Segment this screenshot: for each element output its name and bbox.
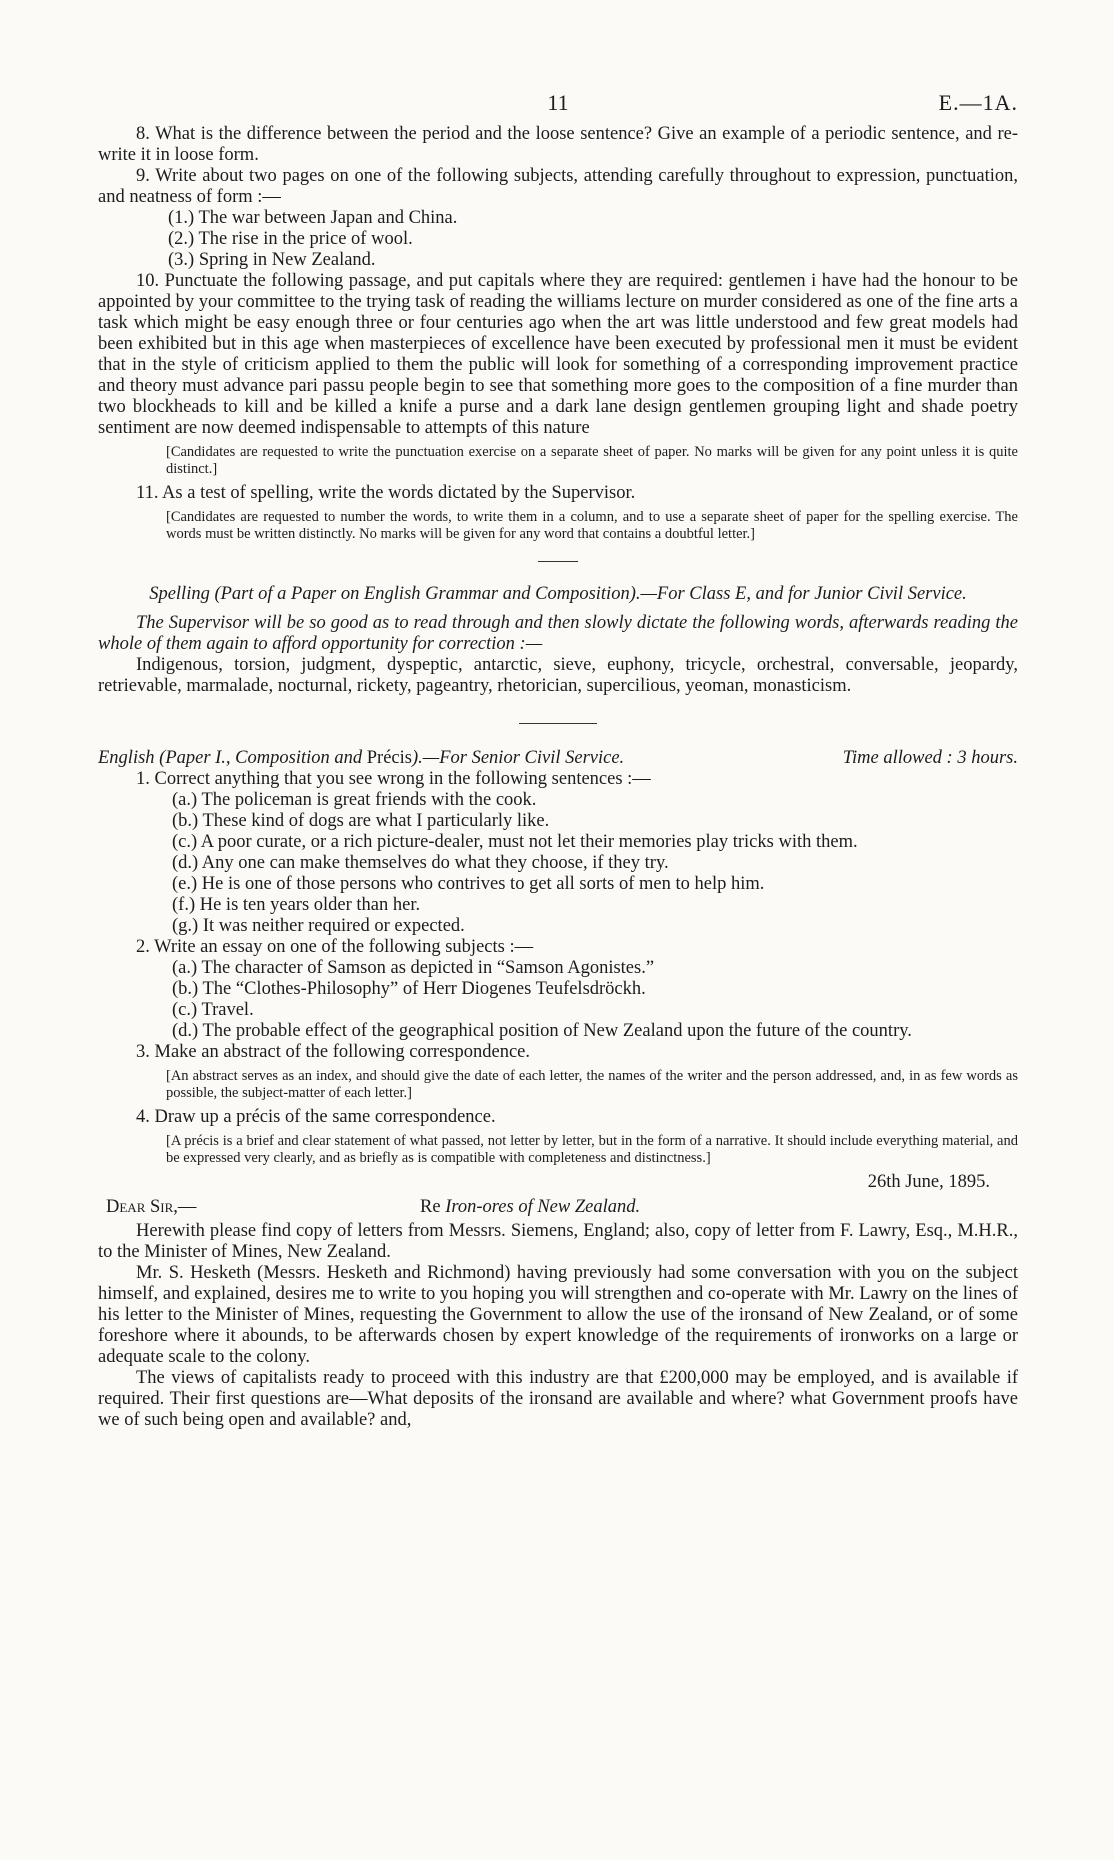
letter-paragraph-1: Herewith please find copy of letters from Messrs. Siemens, England; also, copy of letter from F. Lawry, Esq., M.H.R., to the Minister of Mines, New Zealand. [98,1221,1018,1262]
q1-item-b: (b.) These kind of dogs are what I particularly like. [172,811,550,831]
q9-subject-3: (3.) Spring in New Zealand. [168,250,376,270]
page-header [98,88,1018,124]
q1-item-d: (d.) Any one can make themselves do what they choose, if they try. [172,853,669,873]
q2-item-d: (d.) The probable effect of the geographical position of New Zealand upon the future of the country. [172,1021,912,1041]
section-divider-long [519,723,597,724]
english-q2: 2. Write an essay on one of the following subjects :— [136,937,534,957]
spelling-title: Spelling (Part of a Paper on English Grammar and Composition).—For Class E, and for Junior Civil Service. [149,584,967,604]
q9-subject-2: (2.) The rise in the price of wool. [168,229,413,249]
letter-heading [98,1197,1018,1221]
question-11: 11. As a test of spelling, write the words dictated by the Supervisor. [136,483,636,503]
q1-item-g: (g.) It was neither required or expected. [172,916,465,936]
english-q3: 3. Make an abstract of the following correspondence. [136,1042,531,1062]
english-title-left: English (Paper I., Composition and Précis).—For Senior Civil Service. [98,748,625,768]
q1-item-e: (e.) He is one of those persons who contrives to get all sorts of men to help him. [172,874,765,894]
section-divider [538,561,578,562]
q1-item-f: (f.) He is ten years older than her. [172,895,421,915]
q1-item-a: (a.) The policeman is great friends with the cook. [172,790,537,810]
spelling-instruction: The Supervisor will be so good as to read through and then slowly dictate the following words, afterwards reading the whole of them again to afford opportunity for correction :— [98,613,1018,654]
page-number: 11 [547,90,569,115]
question-9: 9. Write about two pages on one of the following subjects, attending carefully throughout to expression, punctuation, and neatness of form :— [98,166,1018,207]
english-q4: 4. Draw up a précis of the same correspondence. [136,1107,496,1127]
english-paper-title [98,748,1018,769]
document-code: E.—1A. [938,90,1018,115]
spelling-words: Indigenous, torsion, judgment, dyspeptic, antarctic, sieve, euphony, tricycle, orchestral, conversable, jeopardy, retrievable, marmalade, nocturnal, rickety, pageantry, rhetorician, supercilious, yeoman, monasticism. [98,655,1018,696]
q10-note: [Candidates are requested to write the punctuation exercise on a separate sheet of paper. No marks will be given for any point unless it is quite distinct.] [166,444,1018,477]
letter-paragraph-3: The views of capitalists ready to proceed with this industry are that £200,000 may be employed, and is available if required. Their first questions are—What deposits of the ironsand are available and where? what Government proofs have we of such being open and available? and, [98,1368,1018,1430]
letter-subject: Re Iron-ores of New Zealand. [420,1197,641,1217]
question-8: 8. What is the difference between the period and the loose sentence? Give an example of a periodic sentence, and re-write it in loose form. [98,124,1018,165]
time-allowed: Time allowed : 3 hours. [842,748,1018,768]
q1-item-c: (c.) A poor curate, or a rich picture-dealer, must not let their memories play tricks with them. [172,832,858,852]
q4-note: [A précis is a brief and clear statement of what passed, not letter by letter, but in the form of a narrative. It should include everything material, and be expressed very clearly, and as briefly as is compatible with completeness and distinctness.] [166,1133,1018,1166]
question-10: 10. Punctuate the following passage, and put capitals where they are required: gentlemen i have had the honour to be appointed by your committee to the trying task of reading the williams lecture on murder considered as one of the fine arts a task which might be easy enough three or four centuries ago when the art was little understood and few great models had been exhibited but in this age when masterpieces of excellence have been executed by professional men it must be evident that in the style of criticism applied to them the public will look for something of a corresponding improvement practice and theory must advance pari passu people begin to see that something more goes to the composition of a fine murder than two blockheads to kill and be killed a knife a purse and a dark lane design gentlemen grouping light and shade poetry sentiment are now deemed indispensable to attempts of this nature [98,271,1018,438]
q2-item-a: (a.) The character of Samson as depicted in “Samson Agonistes.” [172,958,655,978]
q9-subject-1: (1.) The war between Japan and China. [168,208,458,228]
document-page [98,88,1018,1431]
english-q1: 1. Correct anything that you see wrong in the following sentences :— [136,769,651,789]
q3-note: [An abstract serves as an index, and should give the date of each letter, the names of the writer and the person addressed, and, in as few words as possible, the subject-matter of each letter.] [166,1068,1018,1101]
letter-paragraph-2: Mr. S. Hesketh (Messrs. Hesketh and Richmond) having previously had some conversation with you on the subject himself, and explained, desires me to write to you hoping you will strengthen and co-operate with Mr. Lawry on the lines of his letter to the Minister of Mines, requesting the Government to allow the use of the ironsand of New Zealand, or of some foreshore where it abounds, to be afterwards chosen by expert knowledge of the requirements of ironworks on a large or adequate scale to the colony. [98,1263,1018,1367]
q11-note: [Candidates are requested to number the words, to write them in a column, and to use a separate sheet of paper for the spelling exercise. The words must be written distinctly. No marks will be given for any word that contains a doubtful letter.] [166,509,1018,542]
q2-item-c: (c.) Travel. [172,1000,254,1020]
q2-item-b: (b.) The “Clothes-Philosophy” of Herr Diogenes Teufelsdröckh. [172,979,646,999]
letter-date: 26th June, 1895. [867,1172,990,1192]
salutation: Dear Sir,— [106,1197,197,1217]
